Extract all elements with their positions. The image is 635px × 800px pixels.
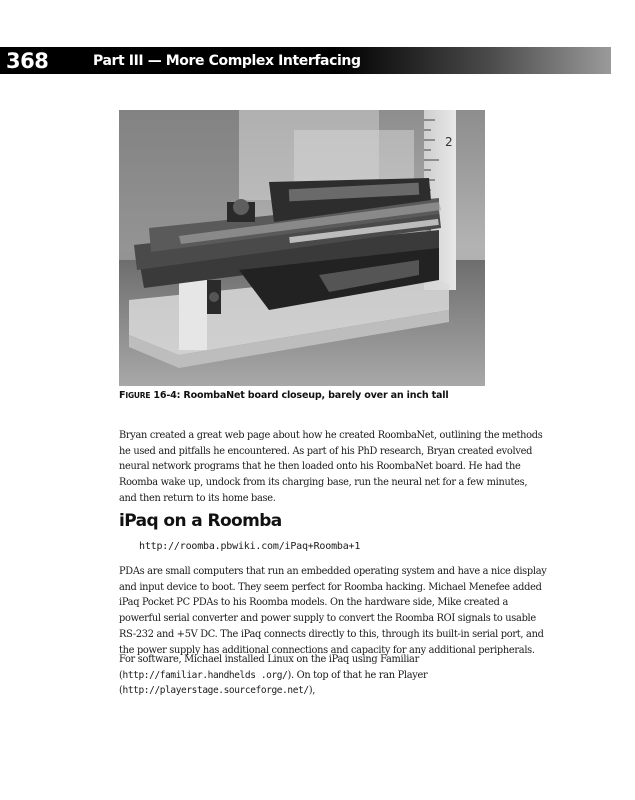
roombanet-board-photo bbox=[119, 110, 485, 386]
caption-text: 16-4: RoombaNet board closeup, barely over an inch tall bbox=[150, 390, 449, 401]
part-title: Part III — More Complex Interfacing bbox=[93, 53, 361, 69]
section-heading: iPaq on a Roomba bbox=[119, 511, 282, 531]
page-number: 368 bbox=[6, 49, 49, 73]
running-header bbox=[0, 47, 611, 74]
caption-prefix-small: IGURE bbox=[125, 391, 151, 400]
familiar-url[interactable]: http://familiar.handhelds .org/ bbox=[122, 669, 288, 681]
player-url[interactable]: http://playerstage.sourceforge.net/ bbox=[122, 685, 309, 697]
figure-photo bbox=[119, 110, 485, 386]
ruler-mark: 2 bbox=[445, 135, 453, 149]
section-url[interactable]: http://roomba.pbwiki.com/iPaq+Roomba+1 bbox=[139, 541, 361, 552]
caption-prefix: F bbox=[119, 390, 126, 401]
paragraph-software bbox=[119, 652, 547, 699]
paragraph-roombanet: Bryan created a great web page about how he created RoombaNet, outlining the methods he used and pitfalls he encountered. As part of his PhD research, Bryan created evolved neural network programs that he then loaded onto his RoombaNet board. He had the Roomba wake up, undock from its charging base, run the neural net for a few minutes, and then return to its home base. bbox=[119, 430, 543, 504]
software-text-c: ), bbox=[308, 685, 316, 697]
paragraph-ipaq: PDAs are small computers that run an embedded operating system and have a nice display and input device to boot. They seem perfect for Roomba hacking. Michael Menefee added iPaq Pocket PC PDAs to his Roomba models. On the hardware side, Mike created a powerful serial converter and power supply to convert the Roomba ROI signals to usable RS-232 and +5V DC. The iPaq connects directly to this, through its built-in serial port, and the power supply has additional connections and capacity for any additional peripherals. bbox=[119, 566, 547, 656]
software-text-a: For software, Michael installed Linux on the iPaq using Familiar ( bbox=[119, 654, 419, 681]
software-text-b: ). On top of that he ran Player ( bbox=[119, 669, 428, 697]
figure-caption bbox=[119, 390, 448, 401]
